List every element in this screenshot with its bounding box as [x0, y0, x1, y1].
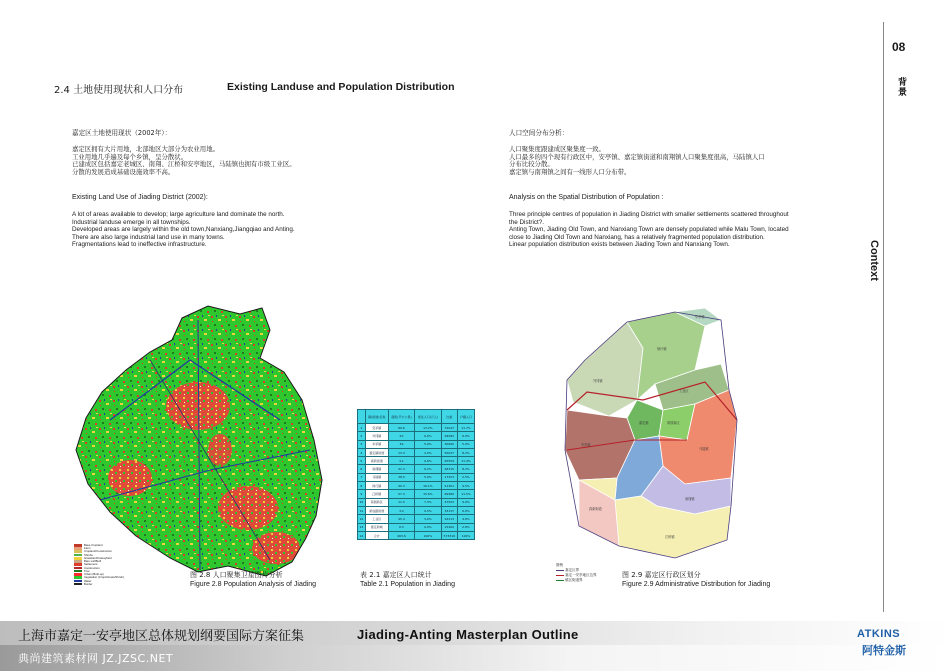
label-jiading: 嘉定镇 — [639, 421, 649, 425]
label-industrial: 工业区 — [679, 389, 689, 393]
table-cell: 9 — [358, 490, 366, 498]
table-cell: 3 — [358, 440, 366, 448]
landuse-para-en: A lot of areas available to develop; large agriculture land dominate the north. — [72, 211, 285, 218]
table-cell: 7.3% — [415, 498, 441, 506]
admin-legend — [556, 563, 597, 583]
table-cell: 4.6% — [457, 515, 474, 523]
table-cell: 12 — [358, 515, 366, 523]
table-cell: 13.3 — [388, 448, 414, 456]
table-cell: 11.5% — [457, 490, 474, 498]
table-cell: 嘉定镇街道 — [365, 448, 388, 456]
figure-2-9-caption — [622, 571, 770, 589]
table-cell: 65554 — [441, 457, 457, 465]
landuse-para-cn: 分散的发展造成基础设施效率不高。 — [72, 167, 175, 176]
table-cell: 5.0% — [457, 440, 474, 448]
legend-label: Cropland/Construction — [84, 549, 112, 554]
table-cell: 11 — [358, 506, 366, 514]
label-anting: 安亭镇 — [581, 443, 591, 447]
table-cell: 5.9% — [415, 473, 441, 481]
table-row — [358, 424, 475, 432]
landuse-heading-en: Existing Land Use of Jiading District (2002): — [72, 194, 208, 201]
legend-label: Farm — [84, 546, 91, 551]
table-cell: 3.9% — [415, 515, 441, 523]
landuse-text-en — [72, 211, 372, 249]
table-cell: 外冈镇 — [365, 432, 388, 440]
legend-label: Water — [84, 578, 92, 583]
table-row — [358, 523, 475, 531]
table-cell: 9.5% — [457, 482, 474, 490]
table-cell: 13.2% — [415, 424, 441, 432]
table-row — [358, 432, 475, 440]
table-header-cell: 比重 — [441, 410, 457, 424]
population-text-cn — [509, 146, 809, 176]
section-heading-en: Existing Landuse and Population Distribution — [227, 81, 455, 93]
legend-swatch — [74, 547, 82, 550]
population-para-en: the District?. — [509, 218, 544, 226]
table-cell: 2 — [358, 432, 366, 440]
table-header-cell: 常住人口(万人) — [415, 410, 441, 424]
legend-swatch — [74, 544, 82, 547]
label-juyuan: 菊园新区 — [667, 421, 680, 425]
legend-label: Tree — [84, 568, 90, 573]
legend-label: Construction — [84, 565, 100, 570]
table-cell: 51301 — [441, 482, 457, 490]
table-row — [358, 473, 475, 481]
table-cell: 江桥镇 — [365, 490, 388, 498]
table-row — [358, 490, 475, 498]
figure-2-8-caption — [190, 571, 316, 589]
satellite-legend-item — [74, 583, 134, 586]
legend-label: Urban (Built-up) — [84, 572, 104, 577]
legend-swatch — [74, 573, 82, 576]
table-cell: 15400 — [441, 523, 457, 531]
figure-2-9-caption-en: Figure 2.9 Administrative Distribution for Jiading — [622, 581, 771, 588]
table-row — [358, 531, 475, 539]
table-cell: 72047 — [441, 424, 457, 432]
landuse-para-cn: 工业用地几乎遍及每个乡镇，呈分散状。 — [72, 152, 188, 161]
table-cell: 69980 — [441, 490, 457, 498]
landuse-heading-cn: 嘉定区土地使用现状（2002年）： — [72, 129, 172, 137]
table-cell: 30695 — [441, 440, 457, 448]
table-cell: 57.3 — [388, 490, 414, 498]
legend-label: Border — [84, 581, 93, 586]
table-cell: 50 — [388, 432, 414, 440]
population-para-cn: 人口最多的四个现有行政区中，安亭镇、嘉定镇街道和南翔镇人口聚集度很高，马陆镇人口 — [509, 152, 765, 161]
legend-label: Shrubs — [84, 552, 93, 557]
admin-legend-label: 嘉定一安亭地区边界 — [565, 573, 597, 577]
label-zhenxin: 真新街道 — [589, 507, 602, 511]
population-para-cn: 人口聚集度跟建成区聚集度一致。 — [509, 145, 605, 153]
label-waigang: 外冈镇 — [593, 379, 603, 383]
side-label-en: Context — [868, 240, 880, 281]
table-cell: 2.6% — [457, 523, 474, 531]
table-cell: 14 — [358, 531, 366, 539]
population-heading-cn: 人口空间分布分析： — [509, 129, 569, 137]
table-cell: 22213 — [441, 515, 457, 523]
table-cell: 5.9% — [415, 440, 441, 448]
table-cell: 9.0% — [457, 498, 474, 506]
page-number: 08 — [892, 40, 906, 54]
table-cell: 8.2% — [457, 465, 474, 473]
table-cell: 4 — [358, 448, 366, 456]
table-cell: 41.3 — [388, 465, 414, 473]
table-row — [358, 457, 475, 465]
watermark: 典尚建筑素材网 JZ.JZSC.NET — [18, 652, 174, 665]
margin-rule — [883, 22, 884, 612]
table-cell: 6.6% — [415, 432, 441, 440]
table-header-cell — [358, 410, 366, 424]
admin-legend-label: 镇区街道界 — [565, 578, 583, 582]
table-header-cell: 镇(街道)名称 — [365, 410, 388, 424]
legend-swatch — [74, 570, 82, 573]
table-cell: 6.0% — [457, 432, 474, 440]
label-xuxing: 徐行镇 — [657, 347, 667, 351]
table-cell: 10 — [358, 498, 366, 506]
table-row — [358, 498, 475, 506]
legend-swatch — [74, 560, 82, 563]
table-row — [358, 465, 475, 473]
table-cell: 89.6 — [388, 424, 414, 432]
label-nanxiang: 南翔镇 — [685, 497, 695, 501]
table-2-1-caption-en: Table 2.1 Population in Jiading — [360, 581, 455, 588]
table-cell: 合计 — [365, 531, 388, 539]
table-cell: 39 — [388, 440, 414, 448]
table-cell: 0.5% — [415, 506, 441, 514]
side-label-cn: 背景 — [898, 78, 908, 98]
table-cell: 38.5 — [388, 473, 414, 481]
label-huating: 华亭镇 — [695, 315, 705, 319]
table-cell: 南翔镇 — [365, 465, 388, 473]
landuse-para-en: Fragmentations lead to ineffective infrastructure. — [72, 241, 207, 248]
population-para-cn: 分布比较分散。 — [509, 160, 554, 169]
table-cell: 华亭镇 — [365, 440, 388, 448]
admin-legend-title: 图例 — [556, 563, 563, 567]
footer-title-en: Jiading-Anting Masterplan Outline — [357, 627, 579, 642]
satellite-legend — [74, 544, 134, 586]
figure-2-8-caption-en: Figure 2.8 Population Analysis of Jiading — [190, 581, 317, 588]
table-cell: 1 — [358, 424, 366, 432]
population-para-en: Three principle centres of population in Jiading District with smaller settlements scattered throughout — [509, 211, 789, 218]
table-cell: 0.9% — [415, 523, 441, 531]
table-cell: 真新街道 — [365, 457, 388, 465]
table-cell: 17253 — [441, 473, 457, 481]
table-row — [358, 515, 475, 523]
section-heading-cn: 2.4 土地使用现状和人口分布 — [54, 85, 184, 96]
legend-swatch — [74, 567, 82, 570]
table-cell: 100% — [415, 531, 441, 539]
boundary-line-swatch — [556, 570, 564, 571]
legend-swatch — [74, 583, 82, 586]
table-cell: 13 — [358, 523, 366, 531]
legend-label: Grassland/Grassyfield — [84, 555, 112, 560]
landuse-text-cn — [72, 146, 372, 176]
population-para-cn: 嘉定镇与南翔镇之间有一线形人口分布带。 — [509, 167, 631, 176]
footer-title-cn: 上海市嘉定一安亭地区总体规划纲要国际方案征集 — [18, 629, 305, 644]
population-text-en — [509, 211, 809, 249]
legend-label: Settlement — [84, 562, 98, 567]
table-cell: 0.6% — [415, 457, 441, 465]
table-2-1-caption-cn: 表 2.1 嘉定区人口统计 — [360, 571, 432, 579]
population-para-en: close to Jiading Old Town and Nanxiang, has a relatively fragmented population distribution. — [509, 233, 765, 241]
figure-2-9-caption-cn: 图 2.9 嘉定区行政区划分 — [622, 571, 701, 579]
population-table — [357, 409, 475, 540]
table-cell: 马陆镇 — [365, 473, 388, 481]
table-header-cell: 户籍人口 — [457, 410, 474, 424]
table-cell: 33137 — [441, 506, 457, 514]
population-para-en: Linear population distribution exists between Jiading Town and Nanxiang Town. — [509, 241, 730, 248]
table-cell: 6 — [358, 465, 366, 473]
admin-legend-item — [556, 578, 597, 583]
table-header-row — [358, 410, 475, 424]
admin-legend-label: 嘉定区界 — [565, 568, 580, 572]
table-cell: 463.6 — [388, 531, 414, 539]
table-cell: 菊园新区 — [365, 498, 388, 506]
table-cell: 28582 — [441, 432, 457, 440]
table-cell: 11.7% — [457, 424, 474, 432]
table-cell: 8.2% — [457, 448, 474, 456]
legend-label: Vegetation (Crops/Grass/Shrub) — [84, 575, 124, 580]
table-cell: 47503 — [441, 498, 457, 506]
landuse-para-cn: 已建成区包括嘉定老城区、南翔、江桥和安亭地区，马陆镇也拥有市级工业区。 — [72, 160, 296, 169]
table-cell: 2.5% — [457, 473, 474, 481]
table-cell: 48315 — [441, 465, 457, 473]
table-cell: 7 — [358, 473, 366, 481]
table-cell: 16.1% — [415, 482, 441, 490]
population-para-en: Anting Town, Jiading Old Town, and Nanxiang Town are densely populated while Malu Town, located — [509, 226, 789, 233]
table-row — [358, 506, 475, 514]
table-cell: 40.3 — [388, 482, 414, 490]
label-jiangqiao: 江桥镇 — [665, 535, 675, 539]
label-malu: 马陆镇 — [699, 447, 709, 451]
boundary-line-swatch — [556, 580, 564, 581]
landuse-para-en: Developed areas are largely within the old town,Nanxiang,Jiangqiao and Anting. — [72, 226, 295, 233]
legend-label: Bare soil/Built — [84, 559, 102, 564]
table-cell: 11.4% — [457, 457, 474, 465]
table-cell: 11.5 — [388, 498, 414, 506]
table-row — [358, 448, 475, 456]
atkins-logo-cn: 阿特金斯 — [862, 644, 906, 657]
table-cell: 45.4 — [388, 515, 414, 523]
landuse-para-en: There are also large industrial land use in many towns. — [72, 233, 225, 241]
legend-swatch — [74, 576, 82, 579]
administrative-map — [545, 300, 755, 585]
table-header-cell: 面积(平方公里) — [388, 410, 414, 424]
table-cell: 工业区 — [365, 515, 388, 523]
landuse-para-cn: 嘉定区拥有大片用地，北部地区大部分为农业用地。 — [72, 145, 219, 153]
table-cell: 6.5 — [388, 523, 414, 531]
table-cell: 新成路街道 — [365, 506, 388, 514]
population-heading-en: Analysis on the Spatial Distribution of Population : — [509, 194, 664, 201]
legend-swatch — [74, 580, 82, 583]
table-cell: 8 — [358, 482, 366, 490]
boundary-line-swatch — [556, 575, 564, 576]
legend-label: Base Cropland — [84, 543, 103, 548]
table-cell: 4.1 — [388, 457, 414, 465]
table-cell: 安亭镇 — [365, 424, 388, 432]
table-row — [358, 440, 475, 448]
legend-swatch — [74, 557, 82, 560]
legend-swatch — [74, 550, 82, 553]
legend-swatch — [74, 563, 82, 566]
table-cell: 100% — [457, 531, 474, 539]
landuse-para-en: Industrial landuse emerge in all townships. — [72, 218, 191, 226]
table-cell: 573316 — [441, 531, 457, 539]
table-row — [358, 482, 475, 490]
table-cell: 嘉定新城 — [365, 523, 388, 531]
table-cell: 5 — [358, 457, 366, 465]
table-cell: 3.2 — [388, 506, 414, 514]
table-cell: 6.2% — [415, 465, 441, 473]
table-cell: 6.0% — [457, 506, 474, 514]
table-cell: 15.6% — [415, 490, 441, 498]
figure-2-8-caption-cn: 图 2.8 人口聚集卫星图片分析 — [190, 571, 283, 579]
district-waigang — [567, 322, 643, 416]
table-cell: 2.0% — [415, 448, 441, 456]
table-cell: 徐行镇 — [365, 482, 388, 490]
table-2-1-caption — [360, 571, 455, 589]
table-cell: 50037 — [441, 448, 457, 456]
legend-swatch — [74, 554, 82, 557]
atkins-logo: ATKINS — [857, 628, 901, 640]
